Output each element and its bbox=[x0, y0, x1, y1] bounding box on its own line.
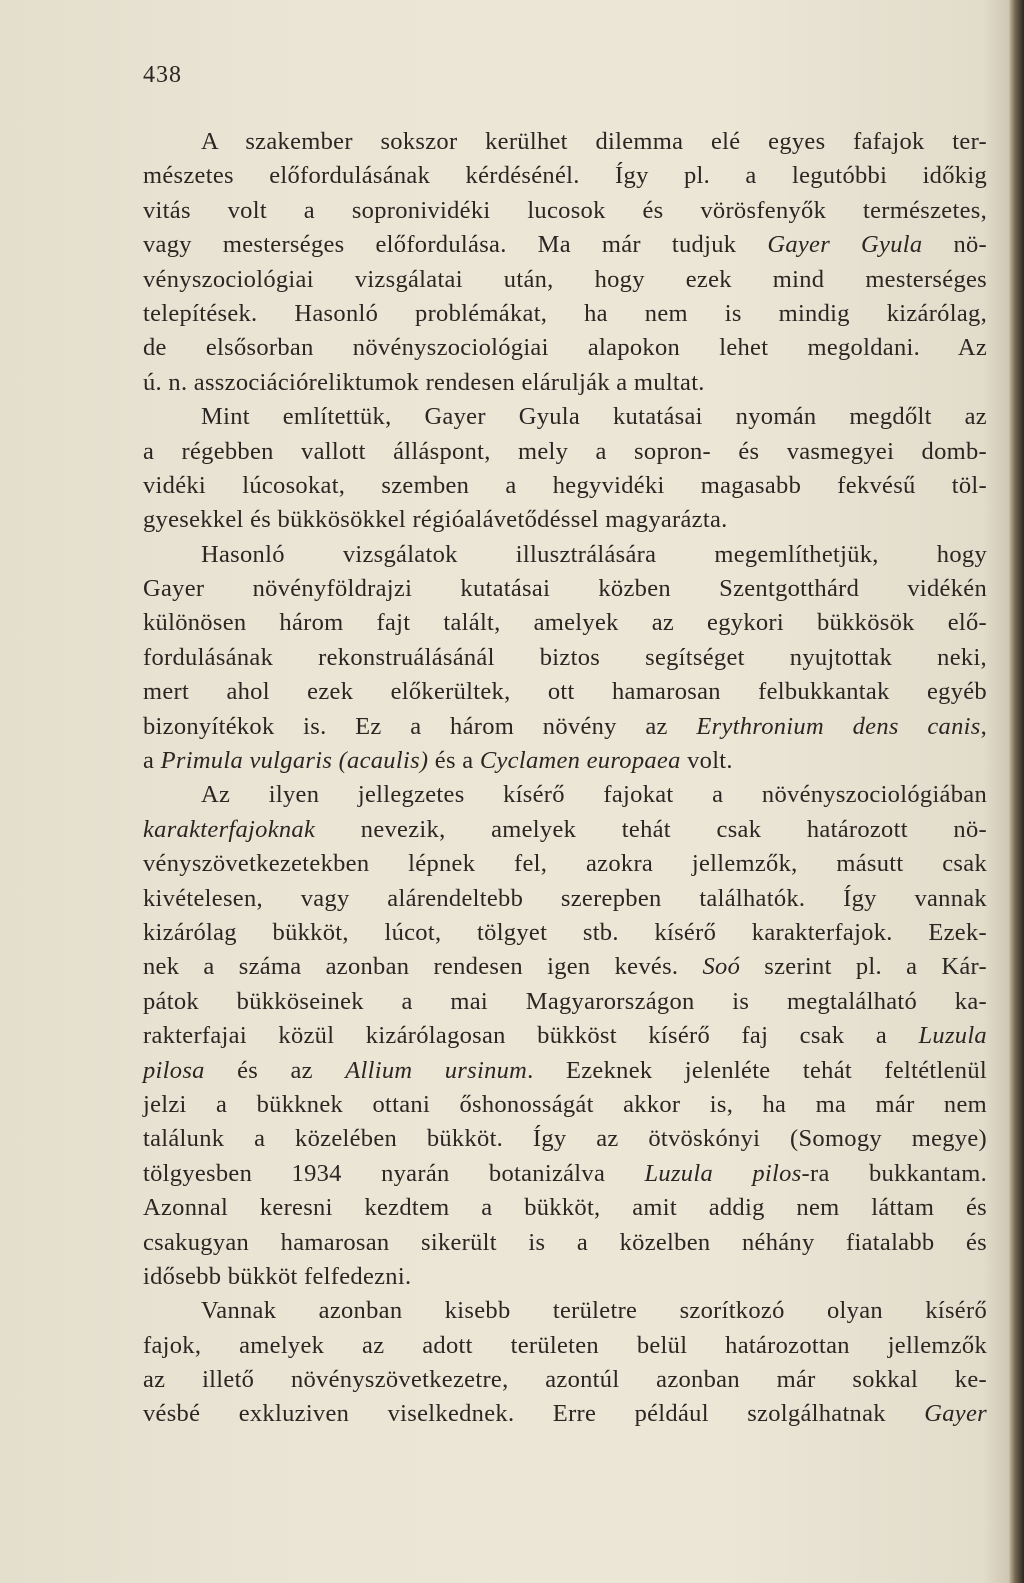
text-line: vitás volt a sopronividéki lucosok és vörösfenyők természetes, bbox=[143, 196, 987, 224]
text-line: kivételesen, vagy alárendeltebb szerepben találhatók. Így vannak bbox=[143, 884, 987, 912]
text-line: Vannak azonban kisebb területre szorítkozó olyan kísérő bbox=[201, 1297, 987, 1325]
text-line: mert ahol ezek előkerültek, ott hamarosan felbukkantak egyéb bbox=[143, 678, 987, 706]
text-line: telepítések. Hasonló problémákat, ha nem is mindig kizárólag, bbox=[143, 299, 987, 327]
text-line: Azonnal keresni kezdtem a bükköt, amit addig nem láttam és bbox=[143, 1194, 987, 1222]
text-line: találunk a közelében bükköt. Így az ötvöskónyi (Somogy megye) bbox=[143, 1125, 987, 1153]
text-line: csakugyan hamarosan sikerült is a közelben néhány fiatalabb és bbox=[143, 1228, 987, 1256]
page-edge bbox=[1010, 0, 1024, 1583]
text-line: a régebben vallott álláspont, mely a sopron- és vasmegyei domb- bbox=[143, 437, 987, 465]
text-line: a Primula vulgaris (acaulis) és a Cyclamen europaea volt. bbox=[143, 747, 733, 775]
text-line: gyesekkel és bükkösökkel régióalávetődéssel magyarázta. bbox=[143, 506, 728, 534]
text-line: nek a száma azonban rendesen igen kevés. Soó szerint pl. a Kár- bbox=[143, 953, 987, 981]
text-line: Hasonló vizsgálatok illusztrálására megemlíthetjük, hogy bbox=[201, 540, 987, 568]
text-line: pátok bükköseinek a mai Magyarországon is megtalálható ka- bbox=[143, 987, 987, 1015]
page-number: 438 bbox=[143, 62, 182, 88]
text-line: fordulásának rekonstruálásánál biztos segítséget nyujtottak neki, bbox=[143, 643, 987, 671]
text-line: vényszövetkezetekben lépnek fel, azokra jellemzők, másutt csak bbox=[143, 850, 987, 878]
text-line: de elsősorban növényszociológiai alapokon lehet megoldani. Az bbox=[143, 334, 987, 362]
text-line: tölgyesben 1934 nyarán botanizálva Luzula pilos-ra bukkantam. bbox=[143, 1159, 987, 1187]
text-line: kizárólag bükköt, lúcot, tölgyet stb. kísérő karakterfajok. Ezek- bbox=[143, 918, 987, 946]
text-line: vagy mesterséges előfordulása. Ma már tudjuk Gayer Gyula nö- bbox=[143, 231, 988, 259]
text-line: vényszociológiai vizsgálatai után, hogy ezek mind mesterséges bbox=[143, 265, 987, 293]
text-line: fajok, amelyek az adott területen belül határozottan jellemzők bbox=[143, 1331, 987, 1359]
text-line: mészetes előfordulásának kérdésénél. Így pl. a legutóbbi időkig bbox=[143, 162, 987, 190]
text-line: idősebb bükköt felfedezni. bbox=[143, 1262, 412, 1290]
text-line: vidéki lúcosokat, szemben a hegyvidéki magasabb fekvésű töl- bbox=[143, 471, 987, 499]
body-text bbox=[143, 125, 987, 1432]
text-line: vésbé exkluziven viselkednek. Erre például szolgálhatnak Gayer bbox=[143, 1400, 987, 1428]
text-line: Mint említettük, Gayer Gyula kutatásai nyomán megdőlt az bbox=[201, 403, 987, 431]
text-line: Az ilyen jellegzetes kísérő fajokat a növényszociológiában bbox=[201, 781, 987, 809]
text-line: jelzi a bükknek ottani őshonosságát akkor is, ha ma már nem bbox=[143, 1090, 987, 1118]
text-line: A szakember sokszor kerülhet dilemma elé egyes fafajok ter- bbox=[201, 128, 987, 155]
text-line: Gayer növényföldrajzi kutatásai közben Szentgotthárd vidékén bbox=[143, 575, 987, 603]
text-line: ú. n. asszociációreliktumok rendesen elárulják a multat. bbox=[143, 368, 705, 396]
text-line: pilosa és az Allium ursinum. Ezeknek jelenléte tehát feltétlenül bbox=[143, 1056, 987, 1084]
text-line: az illető növényszövetkezetre, azontúl azonban már sokkal ke- bbox=[143, 1366, 987, 1394]
text-line: különösen három fajt talált, amelyek az egykori bükkösök elő- bbox=[143, 609, 987, 637]
text-line: rakterfajai közül kizárólagosan bükköst kísérő faj csak a Luzula bbox=[143, 1022, 987, 1050]
text-line: karakterfajoknak nevezik, amelyek tehát csak határozott nö- bbox=[143, 815, 987, 843]
text-line: bizonyítékok is. Ez a három növény az Erythronium dens canis, bbox=[143, 712, 987, 740]
